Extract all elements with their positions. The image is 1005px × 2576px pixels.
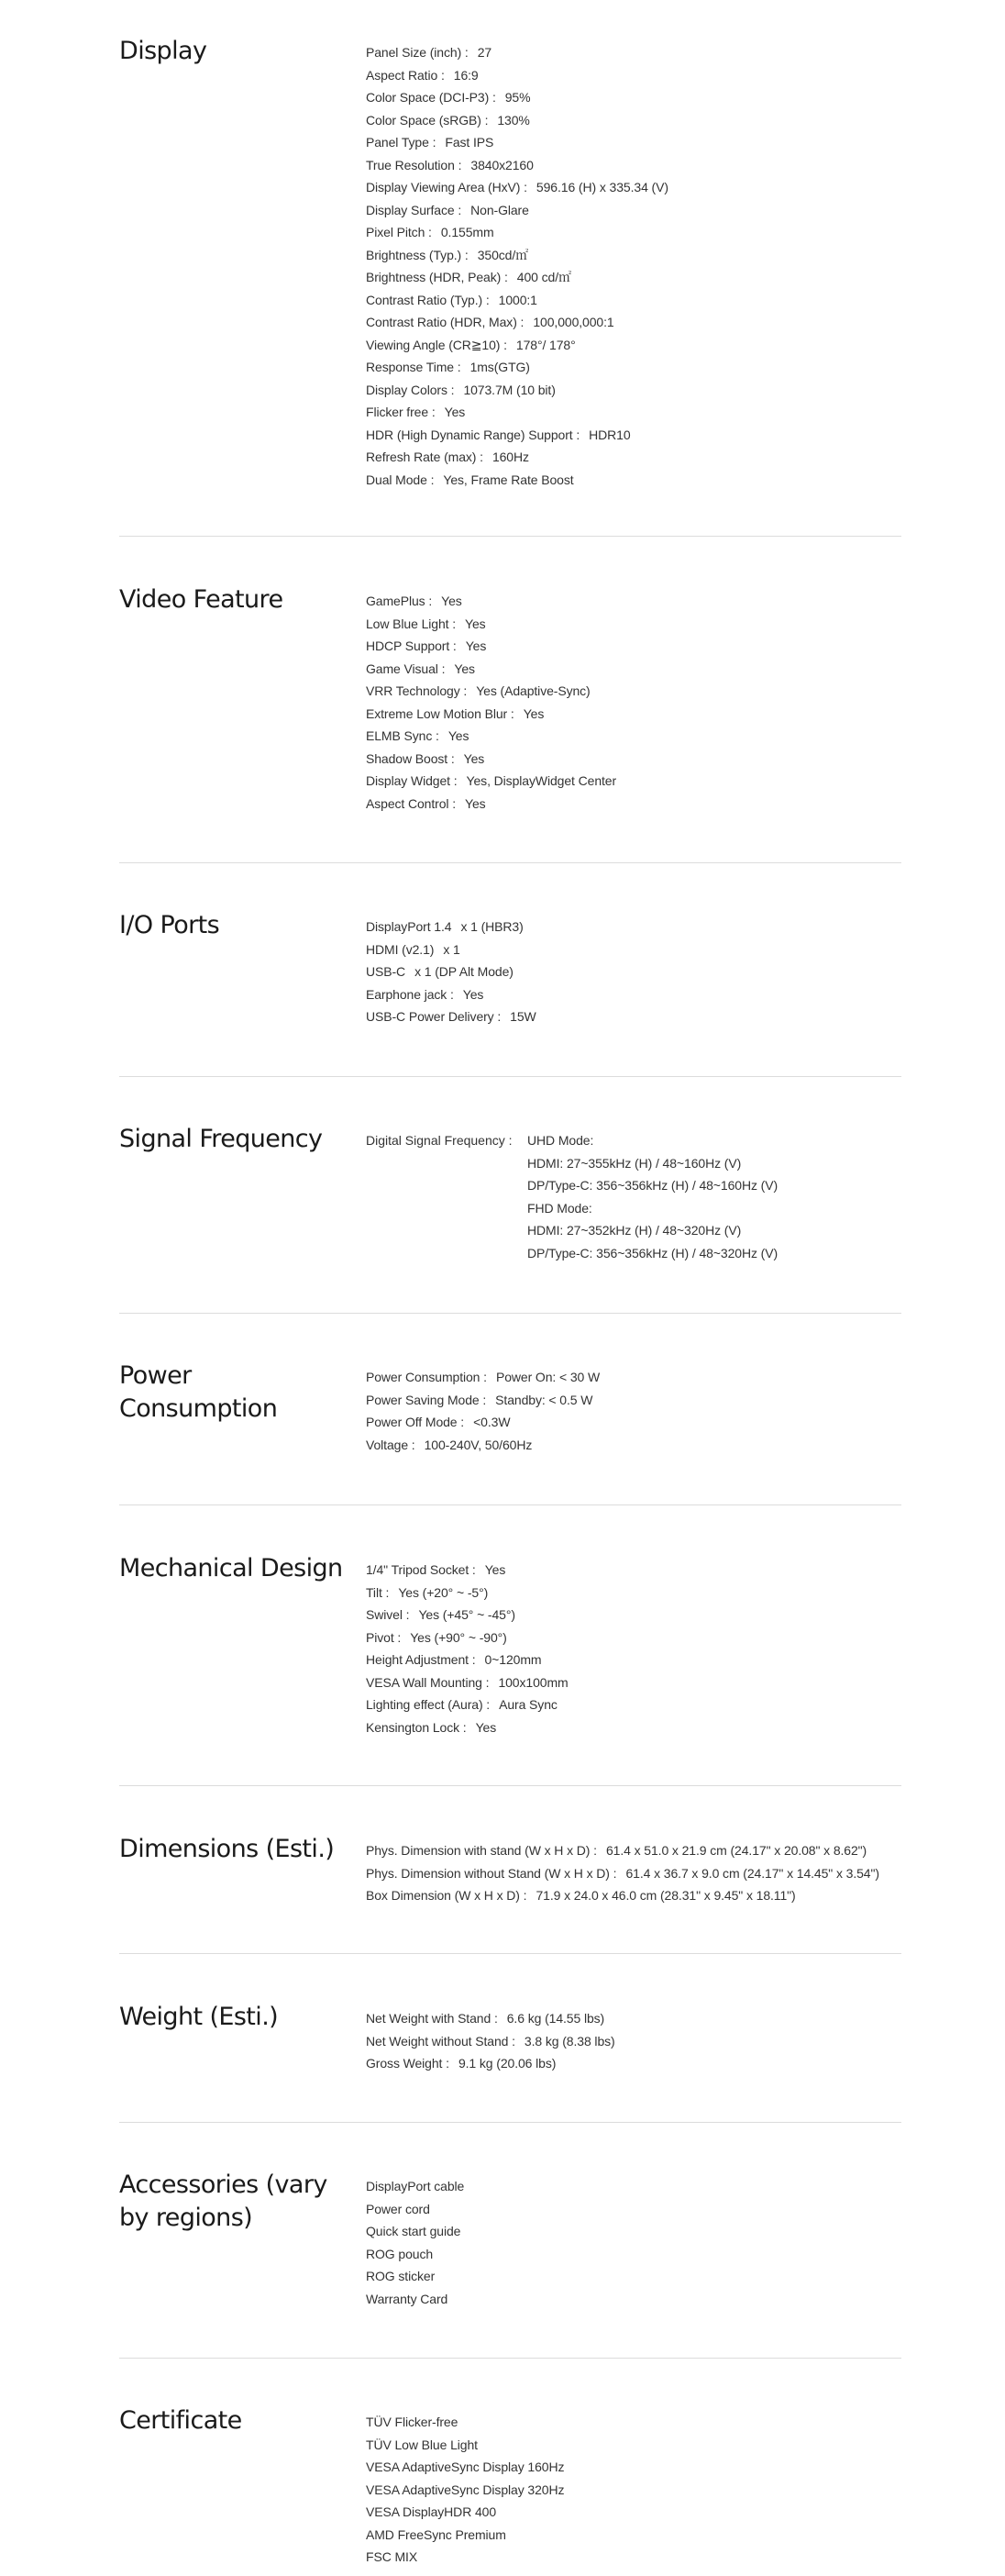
- spec-value: Yes: [462, 986, 484, 1002]
- spec-value: Yes: [484, 1562, 506, 1577]
- spec-label: Power Saving Mode :: [366, 1392, 487, 1407]
- spec-label: HDCP Support :: [366, 638, 457, 653]
- spec-label: Panel Type :: [366, 135, 436, 150]
- list-item: Warranty Card: [366, 2291, 448, 2306]
- spec-row: [366, 590, 616, 613]
- section-title: Weight (Esti.): [119, 2003, 279, 2031]
- spec-label: Kensington Lock :: [366, 1719, 467, 1735]
- spec-label: Tilt :: [366, 1584, 390, 1600]
- spec-label: USB-C: [366, 964, 406, 979]
- spec-row: [366, 748, 616, 771]
- spec-label: Contrast Ratio (HDR, Max) :: [366, 315, 525, 329]
- spec-label: USB-C Power Delivery :: [366, 1009, 502, 1024]
- section-divider: [119, 2122, 901, 2123]
- list-item: VESA AdaptiveSync Display 160Hz: [366, 2459, 565, 2474]
- section-title: [119, 2169, 348, 2235]
- frequency-value: UHD Mode:: [527, 1133, 594, 1148]
- section-divider: [119, 1076, 901, 1077]
- spec-row: [366, 1862, 879, 1885]
- list-item: Power cord: [366, 2201, 430, 2216]
- spec-value: Yes: [454, 661, 475, 676]
- spec-label: Swivel :: [366, 1607, 410, 1622]
- spec-value: 61.4 x 51.0 x 21.9 cm (24.17" x 20.08" x 8.62"): [605, 1843, 867, 1858]
- spec-row: [366, 613, 616, 636]
- spec-value: Yes, Frame Rate Boost: [443, 472, 574, 487]
- spec-label: ELMB Sync :: [366, 728, 439, 743]
- section-title-line: Power: [119, 1361, 192, 1390]
- section-divider: [119, 2358, 901, 2359]
- list-item: VESA DisplayHDR 400: [366, 2504, 497, 2519]
- list-item: Quick start guide: [366, 2224, 461, 2238]
- spec-row: [366, 916, 536, 938]
- spec-value: Yes: [463, 750, 485, 766]
- spec-label: Net Weight with Stand :: [366, 2011, 498, 2026]
- spec-row: [366, 1366, 600, 1389]
- spec-row: [366, 469, 668, 492]
- spec-label: Power Consumption :: [366, 1370, 487, 1384]
- spec-value: Yes (Adaptive-Sync): [476, 683, 591, 698]
- spec-label: Contrast Ratio (Typ.) :: [366, 292, 490, 307]
- section-divider: [119, 536, 901, 537]
- spec-value: Aura Sync: [499, 1697, 558, 1712]
- spec-label: Height Adjustment :: [366, 1652, 476, 1667]
- spec-label: Low Blue Light :: [366, 616, 457, 631]
- spec-row: [366, 2030, 615, 2053]
- spec-value: 100x100mm: [498, 1674, 569, 1690]
- spec-value: Yes, DisplayWidget Center: [466, 773, 617, 788]
- spec-value: 3.8 kg (8.38 lbs): [524, 2033, 615, 2049]
- section-title: Video Feature: [119, 585, 283, 614]
- spec-row: [366, 311, 668, 334]
- frequency-value: DP/Type-C: 356~356kHz (H) / 48~320Hz (V): [527, 1245, 779, 1260]
- spec-label: Display Widget :: [366, 773, 458, 788]
- spec-value: 6.6 kg (14.55 lbs): [506, 2011, 605, 2026]
- spec-row: [366, 1884, 879, 1907]
- spec-label: Display Colors :: [366, 382, 455, 397]
- spec-value: x 1 (DP Alt Mode): [414, 964, 514, 979]
- spec-row: [366, 2007, 615, 2030]
- section-title-line: by regions): [119, 2204, 253, 2232]
- spec-label: Aspect Ratio :: [366, 67, 445, 83]
- spec-value: Yes: [465, 616, 486, 631]
- spec-value: 9.1 kg (20.06 lbs): [458, 2056, 557, 2071]
- section-divider: [119, 1785, 901, 1786]
- spec-value: 61.4 x 36.7 x 9.0 cm (24.17" x 14.45" x 3.54"): [625, 1865, 879, 1881]
- spec-value: <0.3W: [473, 1415, 511, 1429]
- spec-value: Fast IPS: [445, 135, 494, 150]
- spec-list: [366, 590, 616, 815]
- spec-label: Pixel Pitch :: [366, 225, 432, 239]
- spec-label: Game Visual :: [366, 661, 446, 676]
- spec-row: [366, 221, 668, 244]
- spec-row: [366, 176, 668, 199]
- spec-label: Flicker free :: [366, 405, 436, 419]
- spec-value: 71.9 x 24.0 x 46.0 cm (28.31" x 9.45" x 18.11"): [536, 1888, 796, 1903]
- spec-list: [366, 2007, 615, 2075]
- spec-label: Phys. Dimension without Stand (W x H x D) :: [366, 1865, 617, 1881]
- spec-value: 130%: [497, 112, 530, 128]
- spec-value: 15W: [510, 1009, 536, 1024]
- spec-row: [366, 1693, 569, 1716]
- spec-label: Brightness (Typ.) :: [366, 247, 469, 262]
- spec-label: VESA Wall Mounting :: [366, 1674, 490, 1690]
- spec-row: [366, 1389, 600, 1412]
- spec-label: Panel Size (inch) :: [366, 45, 469, 60]
- spec-row: [366, 109, 668, 132]
- spec-label: HDMI (v2.1): [366, 941, 435, 957]
- spec-row: [366, 401, 668, 424]
- spec-value: 27: [477, 45, 492, 60]
- spec-row: [366, 1671, 569, 1694]
- spec-value: Yes: [444, 405, 466, 419]
- section-title: Dimensions (Esti.): [119, 1835, 335, 1863]
- spec-label: GamePlus :: [366, 594, 433, 608]
- spec-value: Power On: < 30 W: [495, 1370, 601, 1384]
- spec-row: [366, 131, 668, 154]
- frequency-value: HDMI: 27~352kHz (H) / 48~320Hz (V): [527, 1223, 742, 1238]
- spec-label: Lighting effect (Aura) :: [366, 1697, 491, 1712]
- spec-row: [366, 41, 668, 64]
- spec-row: [366, 770, 616, 793]
- spec-value: x 1: [443, 941, 460, 957]
- spec-value: 1073.7M (10 bit): [463, 382, 556, 397]
- spec-label: Dual Mode :: [366, 472, 435, 487]
- spec-label: True Resolution :: [366, 157, 462, 172]
- spec-value: 160Hz: [491, 450, 529, 464]
- spec-value: 350cd/㎡: [477, 247, 529, 262]
- spec-value: 400 cd/㎡: [516, 270, 571, 284]
- spec-list: [366, 2175, 464, 2310]
- list-item: VESA AdaptiveSync Display 320Hz: [366, 2482, 565, 2497]
- spec-list: [366, 1839, 879, 1907]
- section-title: I/O Ports: [119, 911, 220, 939]
- list-item: DisplayPort cable: [366, 2179, 465, 2193]
- section-divider: [119, 1953, 901, 1954]
- spec-label: Refresh Rate (max) :: [366, 450, 483, 464]
- spec-value: 1000:1: [498, 292, 537, 307]
- spec-label: HDR (High Dynamic Range) Support :: [366, 427, 580, 442]
- frequency-value: HDMI: 27~355kHz (H) / 48~160Hz (V): [527, 1155, 742, 1171]
- spec-row: [366, 1411, 600, 1434]
- spec-value: Non-Glare: [470, 202, 529, 217]
- spec-label: Pivot :: [366, 1629, 402, 1645]
- spec-row: [366, 64, 668, 87]
- spec-row: [366, 1649, 569, 1671]
- spec-row: [366, 680, 616, 703]
- spec-row: [366, 1582, 569, 1604]
- spec-value: 3840x2160: [470, 157, 534, 172]
- list-item: ROG sticker: [366, 2269, 436, 2283]
- spec-label: 1/4" Tripod Socket :: [366, 1562, 476, 1577]
- spec-value: 596.16 (H) x 335.34 (V): [536, 180, 668, 194]
- spec-value: 178°/ 178°: [515, 337, 576, 352]
- spec-row: [366, 154, 668, 177]
- frequency-values: [527, 1129, 778, 1264]
- spec-label: Response Time :: [366, 360, 461, 374]
- list-item: TÜV Flicker-free: [366, 2415, 458, 2429]
- spec-label: Color Space (sRGB) :: [366, 112, 489, 128]
- spec-label: Digital Signal Frequency :: [366, 1133, 513, 1148]
- section-title: Mechanical Design: [119, 1554, 343, 1582]
- spec-row: [366, 199, 668, 222]
- spec-row: [366, 1627, 569, 1649]
- spec-row: [366, 86, 668, 109]
- spec-row: [366, 244, 668, 267]
- spec-row: [366, 289, 668, 312]
- spec-label: Aspect Control :: [366, 795, 456, 811]
- spec-label: Brightness (HDR, Peak) :: [366, 270, 508, 284]
- spec-value: 16:9: [453, 67, 479, 83]
- section-title: [119, 1360, 348, 1426]
- spec-label: Net Weight without Stand :: [366, 2033, 515, 2049]
- spec-row: [366, 725, 616, 748]
- spec-label: Viewing Angle (CR≧10) :: [366, 337, 507, 352]
- list-item: TÜV Low Blue Light: [366, 2437, 478, 2452]
- spec-label: Extreme Low Motion Blur :: [366, 705, 514, 721]
- spec-value: Yes (+90° ~ -90°): [410, 1629, 507, 1645]
- spec-row: [366, 1839, 879, 1862]
- spec-value: Standby: < 0.5 W: [495, 1392, 593, 1407]
- spec-value: x 1 (HBR3): [460, 919, 524, 934]
- frequency-value: FHD Mode:: [527, 1200, 592, 1216]
- spec-list: [366, 2411, 564, 2569]
- list-item: AMD FreeSync Premium: [366, 2526, 506, 2542]
- spec-value: Yes: [465, 795, 486, 811]
- section-title-line: Accessories (vary: [119, 2171, 327, 2199]
- spec-label: DisplayPort 1.4: [366, 919, 452, 934]
- list-item: ROG pouch: [366, 2246, 434, 2261]
- spec-label: Display Viewing Area (HxV) :: [366, 180, 527, 194]
- section-title-line: Consumption: [119, 1394, 278, 1423]
- spec-row: [366, 1434, 600, 1457]
- section-title: Display: [119, 37, 207, 65]
- spec-row: [366, 1559, 569, 1582]
- spec-label: Phys. Dimension with stand (W x H x D) :: [366, 1843, 597, 1858]
- frequency-value: DP/Type-C: 356~356kHz (H) / 48~160Hz (V): [527, 1178, 779, 1193]
- spec-value: Yes: [441, 594, 462, 608]
- spec-row: [366, 793, 616, 816]
- list-item: FSC MIX: [366, 2549, 418, 2564]
- spec-value: Yes: [447, 728, 469, 743]
- spec-row: [366, 938, 536, 961]
- spec-row: [366, 1716, 569, 1739]
- spec-value: 95%: [504, 90, 531, 105]
- spec-label: Shadow Boost :: [366, 750, 455, 766]
- spec-value: Yes (+45° ~ -45°): [418, 1607, 515, 1622]
- spec-list: [366, 916, 536, 1028]
- spec-row: [366, 2052, 615, 2075]
- spec-row: [366, 635, 616, 658]
- spec-row: [366, 1604, 569, 1627]
- spec-row: [366, 446, 668, 469]
- spec-row: [366, 703, 616, 726]
- spec-list: [366, 41, 668, 491]
- spec-row: [366, 424, 668, 447]
- spec-row: [366, 334, 668, 357]
- spec-label: Display Surface :: [366, 202, 462, 217]
- spec-label: Voltage :: [366, 1437, 415, 1452]
- spec-value: HDR10: [589, 427, 631, 442]
- spec-row: [366, 658, 616, 681]
- spec-row: [366, 1005, 536, 1028]
- spec-value: 0.155mm: [440, 225, 494, 239]
- spec-row: [366, 960, 536, 983]
- spec-value: Yes: [465, 638, 487, 653]
- spec-value: 100,000,000:1: [533, 315, 614, 329]
- spec-label: Color Space (DCI-P3) :: [366, 90, 496, 105]
- spec-row: [366, 983, 536, 1006]
- spec-row: [366, 379, 668, 402]
- spec-label: Power Off Mode :: [366, 1415, 465, 1429]
- spec-label: Box Dimension (W x H x D) :: [366, 1888, 527, 1903]
- spec-value: 1ms(GTG): [469, 360, 530, 374]
- spec-value: 100-240V, 50/60Hz: [424, 1437, 533, 1452]
- section-title: Certificate: [119, 2406, 242, 2435]
- spec-label: VRR Technology :: [366, 683, 468, 698]
- spec-row: [366, 356, 668, 379]
- spec-value: Yes: [475, 1719, 497, 1735]
- spec-label: Earphone jack :: [366, 986, 454, 1002]
- spec-value: Yes: [523, 705, 545, 721]
- spec-value: Yes (+20° ~ -5°): [398, 1584, 489, 1600]
- section-divider: [119, 862, 901, 863]
- section-title: Signal Frequency: [119, 1125, 323, 1153]
- spec-list: [366, 1366, 600, 1456]
- spec-label: Gross Weight :: [366, 2056, 449, 2071]
- spec-list: [366, 1559, 569, 1738]
- section-divider: [119, 1313, 901, 1314]
- spec-row: [366, 266, 668, 289]
- spec-value: 0~120mm: [484, 1652, 542, 1667]
